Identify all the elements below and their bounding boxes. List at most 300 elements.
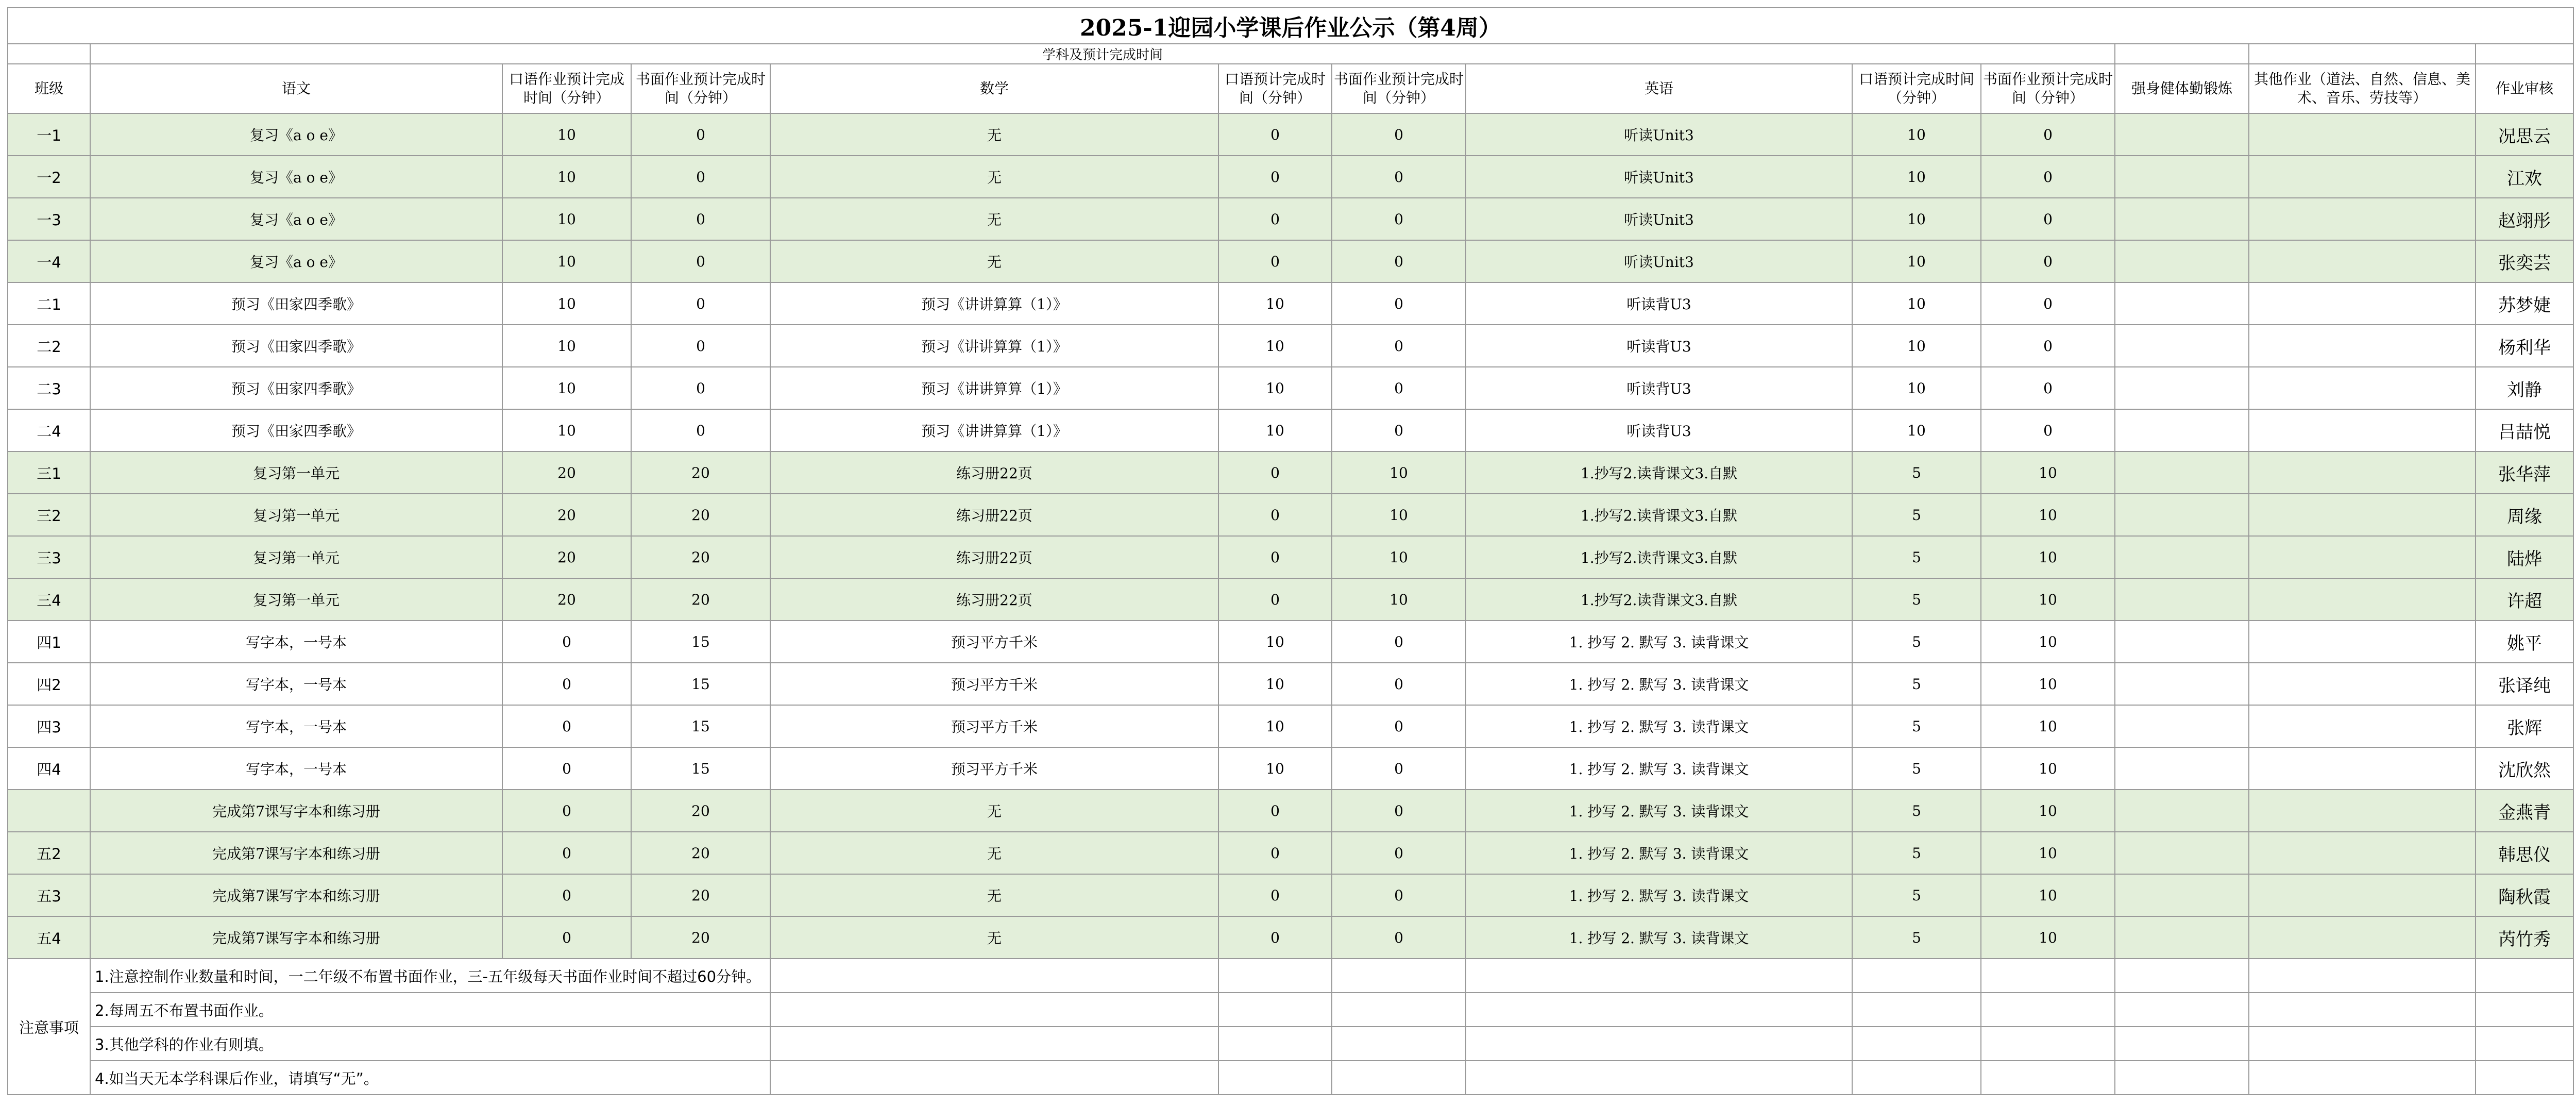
header-math-oral: 口语预计完成时间（分钟） xyxy=(1218,64,1332,113)
note-text: 1.注意控制作业数量和时间，一二年级不布置书面作业，三-五年级每天书面作业时间不超过60分钟。 xyxy=(90,959,770,993)
table-row xyxy=(8,198,2573,240)
reviewer-cell: 张译纯 xyxy=(2476,663,2573,705)
english-oral-cell: 5 xyxy=(1852,663,1981,705)
table-row xyxy=(8,916,2573,959)
chinese-written-cell: 0 xyxy=(631,282,770,325)
reviewer-cell: 况思云 xyxy=(2476,113,2573,156)
math-written-cell: 0 xyxy=(1332,916,1466,959)
reviewer-cell: 赵翊彤 xyxy=(2476,198,2573,240)
chinese-written-cell: 20 xyxy=(631,916,770,959)
table-row xyxy=(8,240,2573,282)
chinese-written-cell: 0 xyxy=(631,367,770,409)
header-reviewer: 作业审核 xyxy=(2476,64,2573,113)
chinese-oral-cell: 10 xyxy=(502,325,631,367)
english-written-cell: 10 xyxy=(1981,536,2115,578)
other-homework-cell xyxy=(2249,409,2476,451)
chinese-homework-cell: 完成第7课写字本和练习册 xyxy=(90,832,502,874)
math-oral-cell: 10 xyxy=(1218,747,1332,790)
math-written-cell: 0 xyxy=(1332,325,1466,367)
english-written-cell: 0 xyxy=(1981,240,2115,282)
empty-cell xyxy=(1218,1027,1332,1061)
reviewer-cell: 周缘 xyxy=(2476,494,2573,536)
class-cell: 二4 xyxy=(8,409,90,451)
empty-cell xyxy=(770,1027,1218,1061)
reviewer-cell: 张奕芸 xyxy=(2476,240,2573,282)
english-homework-cell: 1. 抄写 2. 默写 3. 读背课文 xyxy=(1466,874,1852,916)
english-oral-cell: 10 xyxy=(1852,367,1981,409)
english-homework-cell: 1. 抄写 2. 默写 3. 读背课文 xyxy=(1466,747,1852,790)
class-cell: 三2 xyxy=(8,494,90,536)
empty-cell xyxy=(1466,993,1852,1027)
reviewer-cell: 刘静 xyxy=(2476,367,2573,409)
header-math: 数学 xyxy=(770,64,1218,113)
reviewer-cell: 许超 xyxy=(2476,578,2573,621)
math-homework-cell: 预习《讲讲算算（1）》 xyxy=(770,325,1218,367)
chinese-written-cell: 20 xyxy=(631,790,770,832)
empty-cell xyxy=(1981,959,2115,993)
empty-cell xyxy=(1218,1061,1332,1095)
math-oral-cell: 10 xyxy=(1218,325,1332,367)
chinese-oral-cell: 0 xyxy=(502,747,631,790)
fitness-cell xyxy=(2115,621,2249,663)
other-homework-cell xyxy=(2249,663,2476,705)
chinese-homework-cell: 预习《田家四季歌》 xyxy=(90,325,502,367)
chinese-written-cell: 0 xyxy=(631,409,770,451)
english-homework-cell: 1. 抄写 2. 默写 3. 读背课文 xyxy=(1466,790,1852,832)
english-oral-cell: 5 xyxy=(1852,705,1981,747)
chinese-written-cell: 0 xyxy=(631,198,770,240)
table-row xyxy=(8,832,2573,874)
fitness-cell xyxy=(2115,198,2249,240)
note-row xyxy=(8,1061,2573,1095)
math-oral-cell: 0 xyxy=(1218,790,1332,832)
other-homework-cell xyxy=(2249,451,2476,494)
reviewer-cell: 陆烨 xyxy=(2476,536,2573,578)
chinese-written-cell: 15 xyxy=(631,705,770,747)
english-written-cell: 0 xyxy=(1981,156,2115,198)
chinese-homework-cell: 复习第一单元 xyxy=(90,536,502,578)
math-homework-cell: 无 xyxy=(770,156,1218,198)
empty-cell xyxy=(2249,1061,2476,1095)
other-homework-cell xyxy=(2249,156,2476,198)
math-homework-cell: 预习平方千米 xyxy=(770,747,1218,790)
chinese-homework-cell: 完成第7课写字本和练习册 xyxy=(90,874,502,916)
english-homework-cell: 1.抄写2.读背课文3.自默 xyxy=(1466,536,1852,578)
math-written-cell: 0 xyxy=(1332,156,1466,198)
chinese-homework-cell: 预习《田家四季歌》 xyxy=(90,367,502,409)
math-written-cell: 10 xyxy=(1332,578,1466,621)
other-homework-cell xyxy=(2249,832,2476,874)
class-cell: 三3 xyxy=(8,536,90,578)
subject-group-header: 学科及预计完成时间 xyxy=(90,44,2115,64)
header-english-oral: 口语预计完成时间（分钟） xyxy=(1852,64,1981,113)
english-oral-cell: 5 xyxy=(1852,916,1981,959)
english-written-cell: 10 xyxy=(1981,451,2115,494)
table-row xyxy=(8,113,2573,156)
table-row xyxy=(8,494,2573,536)
math-written-cell: 0 xyxy=(1332,790,1466,832)
empty-cell xyxy=(2115,1027,2249,1061)
english-written-cell: 0 xyxy=(1981,282,2115,325)
reviewer-cell: 金燕青 xyxy=(2476,790,2573,832)
table-row xyxy=(8,874,2573,916)
english-homework-cell: 听读Unit3 xyxy=(1466,156,1852,198)
column-header-row xyxy=(8,64,2573,113)
empty-cell xyxy=(2476,1061,2573,1095)
math-oral-cell: 0 xyxy=(1218,874,1332,916)
math-homework-cell: 无 xyxy=(770,113,1218,156)
note-row xyxy=(8,1027,2573,1061)
empty-cell xyxy=(2249,993,2476,1027)
math-written-cell: 0 xyxy=(1332,747,1466,790)
other-homework-cell xyxy=(2249,282,2476,325)
class-cell: 四4 xyxy=(8,747,90,790)
math-oral-cell: 0 xyxy=(1218,578,1332,621)
chinese-homework-cell: 写字本，一号本 xyxy=(90,621,502,663)
other-homework-cell xyxy=(2249,240,2476,282)
math-oral-cell: 0 xyxy=(1218,451,1332,494)
english-homework-cell: 1. 抄写 2. 默写 3. 读背课文 xyxy=(1466,663,1852,705)
english-written-cell: 10 xyxy=(1981,663,2115,705)
english-oral-cell: 5 xyxy=(1852,536,1981,578)
chinese-written-cell: 20 xyxy=(631,536,770,578)
fitness-cell xyxy=(2115,832,2249,874)
class-cell: 四2 xyxy=(8,663,90,705)
math-homework-cell: 练习册22页 xyxy=(770,494,1218,536)
fitness-cell xyxy=(2115,451,2249,494)
class-cell: 二3 xyxy=(8,367,90,409)
math-homework-cell: 练习册22页 xyxy=(770,451,1218,494)
header-class: 班级 xyxy=(8,64,90,113)
english-homework-cell: 1. 抄写 2. 默写 3. 读背课文 xyxy=(1466,832,1852,874)
fitness-cell xyxy=(2115,536,2249,578)
class-cell: 五2 xyxy=(8,832,90,874)
chinese-written-cell: 0 xyxy=(631,325,770,367)
math-oral-cell: 10 xyxy=(1218,367,1332,409)
math-homework-cell: 预习《讲讲算算（1）》 xyxy=(770,282,1218,325)
other-homework-cell xyxy=(2249,325,2476,367)
empty-cell xyxy=(1332,1061,1466,1095)
other-homework-cell xyxy=(2249,916,2476,959)
english-oral-cell: 10 xyxy=(1852,240,1981,282)
fitness-cell xyxy=(2115,790,2249,832)
other-homework-cell xyxy=(2249,747,2476,790)
english-written-cell: 10 xyxy=(1981,705,2115,747)
chinese-homework-cell: 写字本，一号本 xyxy=(90,747,502,790)
class-cell xyxy=(8,790,90,832)
math-oral-cell: 10 xyxy=(1218,282,1332,325)
other-homework-cell xyxy=(2249,367,2476,409)
english-homework-cell: 听读Unit3 xyxy=(1466,198,1852,240)
chinese-oral-cell: 0 xyxy=(502,916,631,959)
math-homework-cell: 无 xyxy=(770,832,1218,874)
reviewer-cell: 苏梦婕 xyxy=(2476,282,2573,325)
table-row xyxy=(8,621,2573,663)
english-written-cell: 10 xyxy=(1981,874,2115,916)
math-written-cell: 10 xyxy=(1332,494,1466,536)
chinese-oral-cell: 0 xyxy=(502,705,631,747)
math-written-cell: 0 xyxy=(1332,663,1466,705)
empty-cell xyxy=(1218,959,1332,993)
english-homework-cell: 1.抄写2.读背课文3.自默 xyxy=(1466,578,1852,621)
chinese-oral-cell: 0 xyxy=(502,874,631,916)
empty-cell xyxy=(1981,1061,2115,1095)
math-oral-cell: 10 xyxy=(1218,663,1332,705)
empty-cell xyxy=(1332,993,1466,1027)
class-cell: 四1 xyxy=(8,621,90,663)
note-text: 4.如当天无本学科课后作业，请填写“无”。 xyxy=(90,1061,770,1095)
math-oral-cell: 10 xyxy=(1218,621,1332,663)
english-oral-cell: 5 xyxy=(1852,874,1981,916)
math-written-cell: 0 xyxy=(1332,621,1466,663)
empty-cell xyxy=(1852,959,1981,993)
math-oral-cell: 10 xyxy=(1218,705,1332,747)
english-oral-cell: 10 xyxy=(1852,113,1981,156)
class-cell: 一3 xyxy=(8,198,90,240)
english-homework-cell: 1.抄写2.读背课文3.自默 xyxy=(1466,494,1852,536)
math-oral-cell: 0 xyxy=(1218,916,1332,959)
chinese-oral-cell: 10 xyxy=(502,282,631,325)
table-row xyxy=(8,156,2573,198)
chinese-homework-cell: 复习第一单元 xyxy=(90,578,502,621)
fitness-cell xyxy=(2115,874,2249,916)
empty-cell xyxy=(1332,959,1466,993)
chinese-written-cell: 20 xyxy=(631,494,770,536)
math-homework-cell: 无 xyxy=(770,240,1218,282)
fitness-cell xyxy=(2115,916,2249,959)
english-written-cell: 0 xyxy=(1981,367,2115,409)
math-written-cell: 0 xyxy=(1332,832,1466,874)
empty-cell xyxy=(2115,1061,2249,1095)
class-cell: 一4 xyxy=(8,240,90,282)
chinese-oral-cell: 10 xyxy=(502,409,631,451)
empty-cell xyxy=(1466,1061,1852,1095)
header-english-written: 书面作业预计完成时间（分钟） xyxy=(1981,64,2115,113)
other-homework-cell xyxy=(2249,790,2476,832)
english-homework-cell: 听读背U3 xyxy=(1466,367,1852,409)
class-cell: 三4 xyxy=(8,578,90,621)
math-homework-cell: 预习平方千米 xyxy=(770,621,1218,663)
math-homework-cell: 预习《讲讲算算（1）》 xyxy=(770,409,1218,451)
header-chinese-written: 书面作业预计完成时间（分钟） xyxy=(631,64,770,113)
empty-cell xyxy=(2476,993,2573,1027)
english-homework-cell: 听读Unit3 xyxy=(1466,240,1852,282)
math-oral-cell: 0 xyxy=(1218,494,1332,536)
class-cell: 二2 xyxy=(8,325,90,367)
other-homework-cell xyxy=(2249,113,2476,156)
header-math-written: 书面作业预计完成时间（分钟） xyxy=(1332,64,1466,113)
math-oral-cell: 0 xyxy=(1218,536,1332,578)
other-homework-cell xyxy=(2249,578,2476,621)
chinese-written-cell: 15 xyxy=(631,663,770,705)
chinese-oral-cell: 10 xyxy=(502,240,631,282)
chinese-homework-cell: 复习《a o e》 xyxy=(90,156,502,198)
fitness-cell xyxy=(2115,705,2249,747)
math-written-cell: 10 xyxy=(1332,451,1466,494)
english-homework-cell: 听读Unit3 xyxy=(1466,113,1852,156)
chinese-written-cell: 20 xyxy=(631,874,770,916)
english-homework-cell: 1. 抄写 2. 默写 3. 读背课文 xyxy=(1466,621,1852,663)
other-homework-cell xyxy=(2249,874,2476,916)
math-written-cell: 0 xyxy=(1332,240,1466,282)
table-row xyxy=(8,282,2573,325)
class-cell: 四3 xyxy=(8,705,90,747)
table-row xyxy=(8,663,2573,705)
empty-cell xyxy=(2476,1027,2573,1061)
class-cell: 二1 xyxy=(8,282,90,325)
empty-cell xyxy=(770,1061,1218,1095)
chinese-written-cell: 0 xyxy=(631,156,770,198)
chinese-oral-cell: 0 xyxy=(502,621,631,663)
table-row xyxy=(8,451,2573,494)
chinese-oral-cell: 0 xyxy=(502,790,631,832)
reviewer-cell: 沈欣然 xyxy=(2476,747,2573,790)
math-homework-cell: 无 xyxy=(770,916,1218,959)
table-row xyxy=(8,790,2573,832)
english-written-cell: 10 xyxy=(1981,621,2115,663)
english-oral-cell: 5 xyxy=(1852,621,1981,663)
english-oral-cell: 10 xyxy=(1852,198,1981,240)
chinese-homework-cell: 复习《a o e》 xyxy=(90,240,502,282)
english-oral-cell: 10 xyxy=(1852,156,1981,198)
table-row xyxy=(8,409,2573,451)
empty-cell xyxy=(1852,1061,1981,1095)
math-homework-cell: 预习平方千米 xyxy=(770,705,1218,747)
math-written-cell: 0 xyxy=(1332,113,1466,156)
empty-cell xyxy=(1981,1027,2115,1061)
math-oral-cell: 10 xyxy=(1218,409,1332,451)
english-written-cell: 0 xyxy=(1981,409,2115,451)
english-homework-cell: 1. 抄写 2. 默写 3. 读背课文 xyxy=(1466,705,1852,747)
fitness-cell xyxy=(2115,578,2249,621)
other-homework-cell xyxy=(2249,494,2476,536)
other-homework-cell xyxy=(2249,536,2476,578)
empty-cell xyxy=(1332,1027,1466,1061)
empty-cell xyxy=(1981,993,2115,1027)
english-oral-cell: 5 xyxy=(1852,832,1981,874)
chinese-oral-cell: 10 xyxy=(502,198,631,240)
math-written-cell: 0 xyxy=(1332,874,1466,916)
chinese-oral-cell: 0 xyxy=(502,663,631,705)
empty-cell xyxy=(2476,959,2573,993)
empty-cell xyxy=(2249,959,2476,993)
english-oral-cell: 5 xyxy=(1852,494,1981,536)
other-homework-cell xyxy=(2249,621,2476,663)
chinese-oral-cell: 10 xyxy=(502,367,631,409)
note-text: 3.其他学科的作业有则填。 xyxy=(90,1027,770,1061)
chinese-homework-cell: 预习《田家四季歌》 xyxy=(90,409,502,451)
header-english: 英语 xyxy=(1466,64,1852,113)
empty-cell xyxy=(2115,959,2249,993)
english-homework-cell: 1. 抄写 2. 默写 3. 读背课文 xyxy=(1466,916,1852,959)
math-homework-cell: 练习册22页 xyxy=(770,578,1218,621)
note-text: 2.每周五不布置书面作业。 xyxy=(90,993,770,1027)
math-written-cell: 0 xyxy=(1332,282,1466,325)
note-row xyxy=(8,959,2573,993)
math-written-cell: 0 xyxy=(1332,198,1466,240)
chinese-oral-cell: 0 xyxy=(502,832,631,874)
reviewer-cell: 陶秋霞 xyxy=(2476,874,2573,916)
note-row xyxy=(8,993,2573,1027)
empty-cell xyxy=(770,993,1218,1027)
reviewer-cell: 张华萍 xyxy=(2476,451,2573,494)
empty-cell xyxy=(1852,993,1981,1027)
chinese-homework-cell: 写字本，一号本 xyxy=(90,663,502,705)
table-row xyxy=(8,578,2573,621)
english-oral-cell: 10 xyxy=(1852,325,1981,367)
fitness-cell xyxy=(2115,409,2249,451)
english-written-cell: 0 xyxy=(1981,198,2115,240)
english-written-cell: 0 xyxy=(1981,325,2115,367)
math-homework-cell: 预习平方千米 xyxy=(770,663,1218,705)
class-cell: 三1 xyxy=(8,451,90,494)
chinese-homework-cell: 完成第7课写字本和练习册 xyxy=(90,916,502,959)
chinese-homework-cell: 预习《田家四季歌》 xyxy=(90,282,502,325)
chinese-written-cell: 0 xyxy=(631,240,770,282)
chinese-oral-cell: 20 xyxy=(502,494,631,536)
reviewer-cell: 吕喆悦 xyxy=(2476,409,2573,451)
notes-label: 注意事项 xyxy=(8,959,90,1095)
table-row xyxy=(8,747,2573,790)
english-oral-cell: 10 xyxy=(1852,282,1981,325)
chinese-oral-cell: 20 xyxy=(502,536,631,578)
chinese-homework-cell: 复习《a o e》 xyxy=(90,113,502,156)
english-oral-cell: 10 xyxy=(1852,409,1981,451)
chinese-oral-cell: 10 xyxy=(502,113,631,156)
chinese-written-cell: 20 xyxy=(631,451,770,494)
class-cell: 五3 xyxy=(8,874,90,916)
math-written-cell: 0 xyxy=(1332,705,1466,747)
fitness-cell xyxy=(2115,747,2249,790)
chinese-written-cell: 0 xyxy=(631,113,770,156)
fitness-cell xyxy=(2115,282,2249,325)
fitness-cell xyxy=(2115,240,2249,282)
reviewer-cell: 韩思仪 xyxy=(2476,832,2573,874)
header-chinese: 语文 xyxy=(90,64,502,113)
english-written-cell: 10 xyxy=(1981,578,2115,621)
math-homework-cell: 无 xyxy=(770,790,1218,832)
homework-table xyxy=(7,7,2574,1095)
chinese-written-cell: 20 xyxy=(631,578,770,621)
english-written-cell: 10 xyxy=(1981,916,2115,959)
chinese-homework-cell: 复习第一单元 xyxy=(90,494,502,536)
chinese-oral-cell: 20 xyxy=(502,578,631,621)
class-cell: 一1 xyxy=(8,113,90,156)
header-chinese-oral: 口语作业预计完成时间（分钟） xyxy=(502,64,631,113)
chinese-oral-cell: 10 xyxy=(502,156,631,198)
other-homework-cell xyxy=(2249,198,2476,240)
chinese-homework-cell: 复习第一单元 xyxy=(90,451,502,494)
chinese-homework-cell: 完成第7课写字本和练习册 xyxy=(90,790,502,832)
empty-cell xyxy=(2115,993,2249,1027)
math-oral-cell: 0 xyxy=(1218,156,1332,198)
english-written-cell: 0 xyxy=(1981,113,2115,156)
table-row xyxy=(8,367,2573,409)
chinese-oral-cell: 20 xyxy=(502,451,631,494)
english-written-cell: 10 xyxy=(1981,747,2115,790)
english-homework-cell: 听读背U3 xyxy=(1466,409,1852,451)
english-homework-cell: 听读背U3 xyxy=(1466,282,1852,325)
empty-cell xyxy=(1218,993,1332,1027)
math-written-cell: 0 xyxy=(1332,409,1466,451)
header-other: 其他作业（道法、自然、信息、美术、音乐、劳技等） xyxy=(2249,64,2476,113)
fitness-cell xyxy=(2115,156,2249,198)
english-homework-cell: 1.抄写2.读背课文3.自默 xyxy=(1466,451,1852,494)
class-cell: 一2 xyxy=(8,156,90,198)
english-written-cell: 10 xyxy=(1981,832,2115,874)
english-written-cell: 10 xyxy=(1981,494,2115,536)
fitness-cell xyxy=(2115,113,2249,156)
